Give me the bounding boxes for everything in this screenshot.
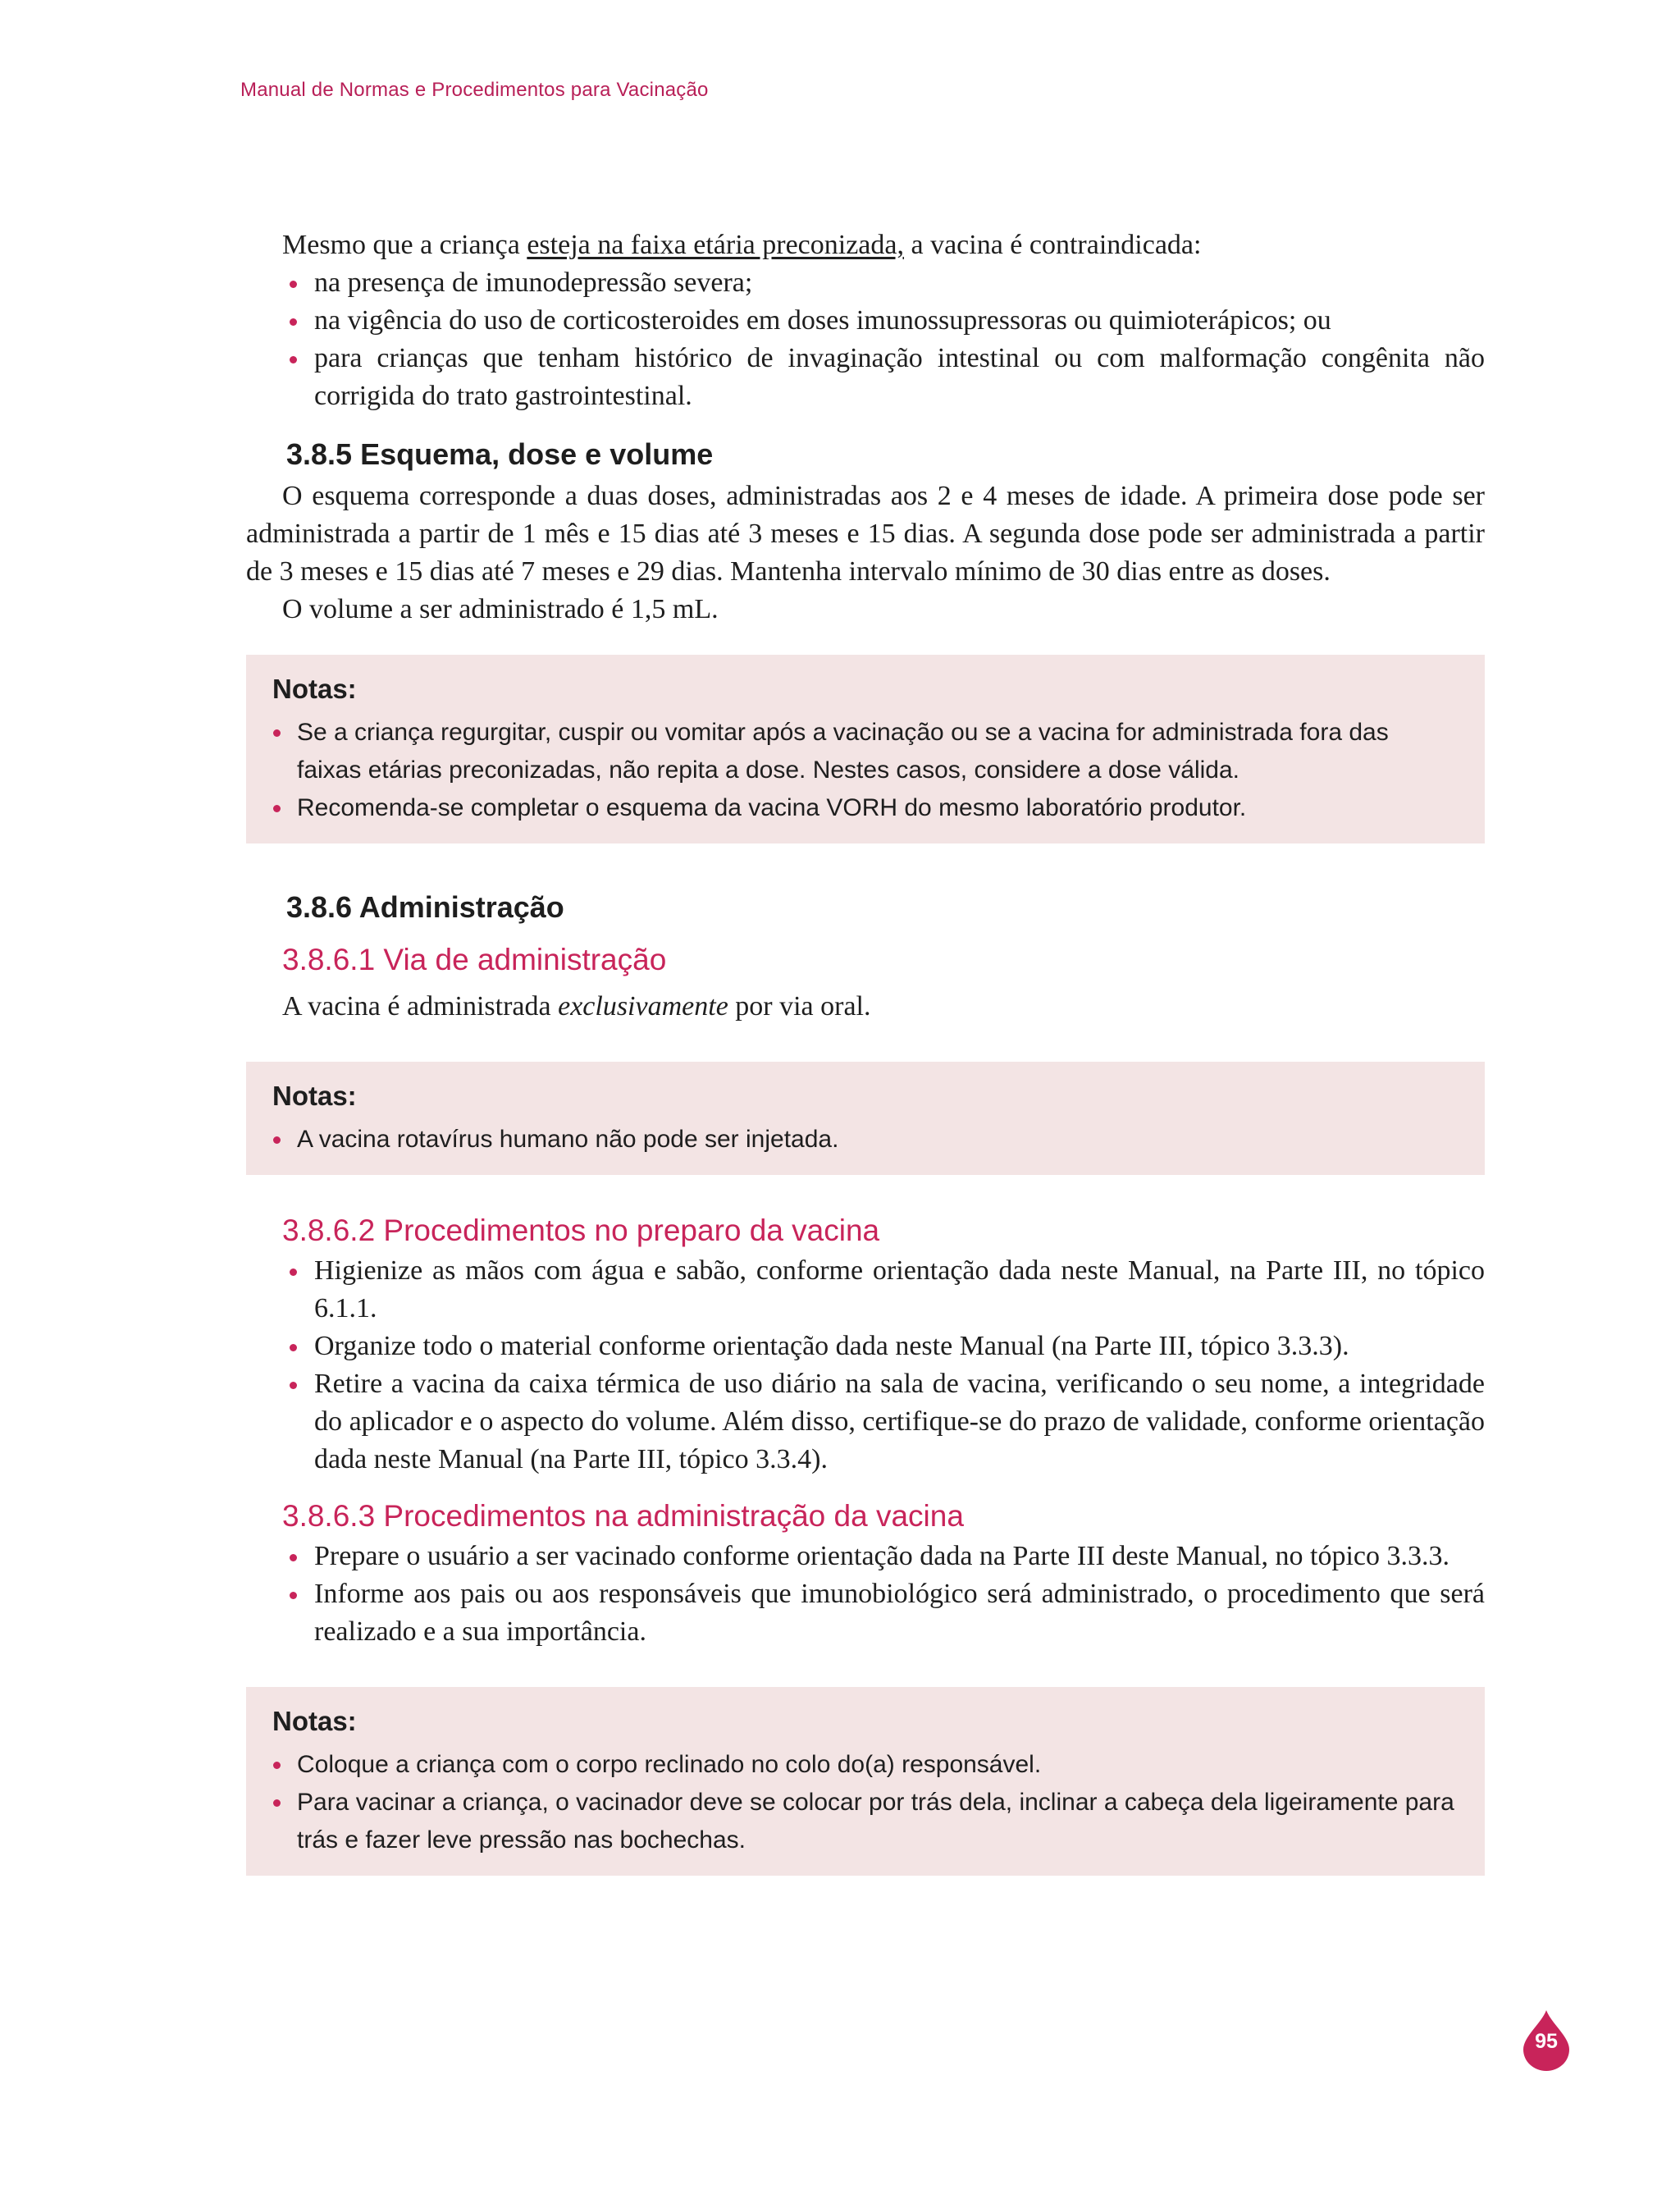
note-item: Recomenda-se completar o esquema da vacina VORH do mesmo laboratório produtor.: [272, 789, 1459, 827]
contraindication-list: [246, 264, 1485, 415]
note-item: A vacina rotavírus humano não pode ser injetada.: [272, 1121, 1459, 1159]
list-item: na presença de imunodepressão severa;: [246, 264, 1485, 302]
notes-title: Notas:: [272, 1706, 357, 1736]
subsection-heading-3-8-6-1: 3.8.6.1 Via de administração: [282, 943, 667, 976]
list-item: Organize todo o material conforme orientação dada neste Manual (na Parte III, tópico 3.3.3).: [246, 1328, 1485, 1365]
notes-box: [246, 655, 1485, 843]
note-item: Coloque a criança com o corpo reclinado no colo do(a) responsável.: [272, 1746, 1459, 1784]
emphasized-word: exclusivamente: [558, 991, 728, 1022]
paragraph-via: A vacina é administrada exclusivamente por via oral.: [282, 991, 871, 1022]
list-item: na vigência do uso de corticosteroides em doses imunossupressoras ou quimioterápicos; ou: [246, 302, 1485, 340]
paragraph-volume: O volume a ser administrado é 1,5 mL.: [282, 594, 719, 624]
notes-title: Notas:: [272, 1081, 357, 1111]
section-heading-3-8-5: 3.8.5 Esquema, dose e volume: [286, 437, 714, 471]
page-number: 95: [1535, 2030, 1558, 2053]
notes-box: [246, 1062, 1485, 1175]
subsection-heading-3-8-6-2: 3.8.6.2 Procedimentos no preparo da vacina: [282, 1214, 880, 1247]
list-item: para crianças que tenham histórico de invaginação intestinal ou com malformação congênita não corrigida do trato gastrointestinal.: [246, 340, 1485, 415]
list-item: Retire a vacina da caixa térmica de uso diário na sala de vacina, verificando o seu nome, a integridade do aplicador e o aspecto do volume. Além disso, certifique-se do prazo de validade, conforme orientação dada neste Manual (na Parte III, tópico 3.3.4).: [246, 1365, 1485, 1479]
running-header: Manual de Normas e Procedimentos para Vacinação: [240, 79, 709, 101]
note-item: Se a criança regurgitar, cuspir ou vomitar após a vacinação ou se a vacina for administrada fora das faixas etárias preconizadas, não repita a dose. Nestes casos, considere a dose válida.: [272, 714, 1459, 789]
subsection-heading-3-8-6-3: 3.8.6.3 Procedimentos na administração da vacina: [282, 1499, 964, 1533]
notes-list: [272, 714, 1459, 827]
notes-box: [246, 1687, 1485, 1876]
administracao-list: [246, 1538, 1485, 1651]
paragraph-esquema: O esquema corresponde a duas doses, administradas aos 2 e 4 meses de idade. A primeira dose pode ser administrada a partir de 1 mês e 15 dias até 3 meses e 15 dias. A segunda dose pode ser administrada a partir de 3 meses e 15 dias até 7 meses e 29 dias. Mantenha intervalo mínimo de 30 dias entre as doses.: [246, 481, 1485, 587]
note-item: Para vacinar a criança, o vacinador deve se colocar por trás dela, inclinar a cabeça dela ligeiramente para trás e fazer leve pressão nas bochechas.: [272, 1784, 1459, 1859]
section-heading-3-8-6: 3.8.6 Administração: [286, 890, 564, 924]
page-content: [246, 226, 1485, 1876]
notes-list: [272, 1746, 1459, 1859]
notes-list: [272, 1121, 1459, 1159]
list-item: Prepare o usuário a ser vacinado conforme orientação dada na Parte III deste Manual, no tópico 3.3.3.: [246, 1538, 1485, 1575]
notes-title: Notas:: [272, 674, 357, 704]
list-item: Informe aos pais ou aos responsáveis que imunobiológico será administrado, o procedimento que será realizado e a sua importância.: [246, 1575, 1485, 1651]
list-item: Higienize as mãos com água e sabão, conforme orientação dada neste Manual, na Parte III, no tópico 6.1.1.: [246, 1252, 1485, 1328]
underlined-phrase: esteja na faixa etária preconizada,: [527, 230, 904, 260]
contraindication-intro: Mesmo que a criança esteja na faixa etária preconizada, a vacina é contraindicada:: [282, 230, 1202, 260]
preparo-list: [246, 1252, 1485, 1479]
